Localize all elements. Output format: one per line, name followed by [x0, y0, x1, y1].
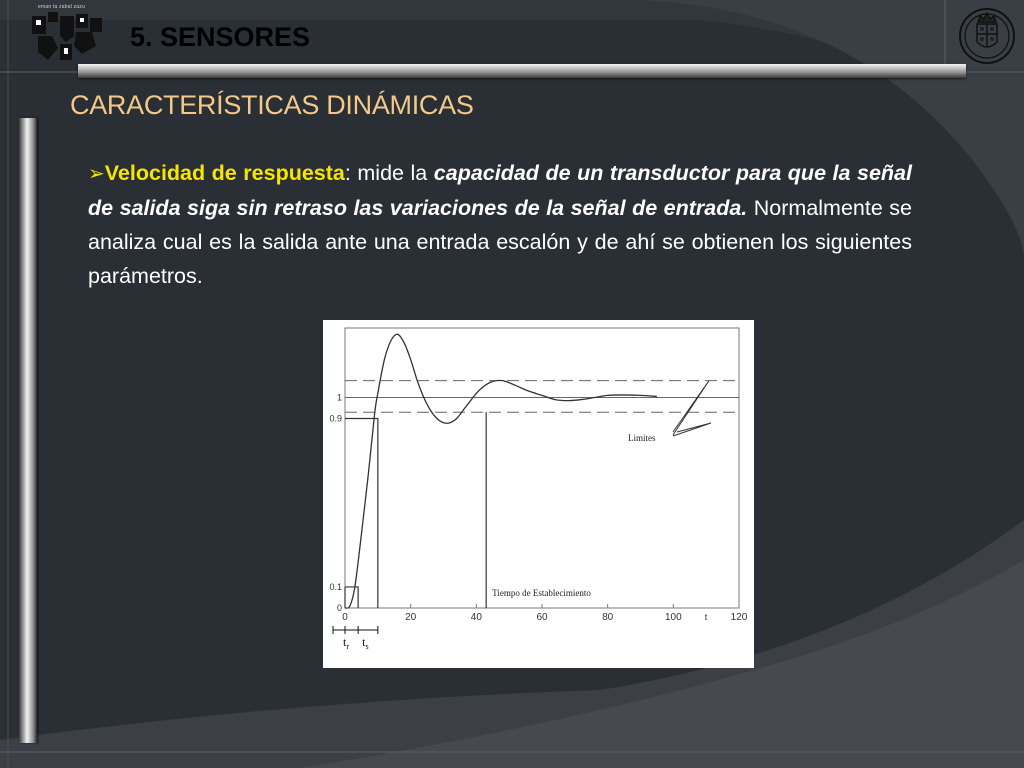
plot-frame [345, 328, 739, 608]
rise-time-sub: r [346, 642, 350, 651]
y-tick-label: 0.9 [329, 413, 342, 424]
limits-arrow-lower [673, 423, 711, 436]
x-tick-label: 120 [730, 612, 748, 623]
rise-time-main: t [343, 635, 347, 649]
emphasized-definition: capacidad de un transductor para que la señal de salida siga sin retraso las variaciones de la señal de entrada. [88, 161, 912, 220]
logo-tagline: eman ta zabal zazu [38, 4, 85, 10]
step-response-plot [323, 320, 754, 668]
x-tick-label: 80 [602, 612, 614, 623]
response-curve [345, 334, 657, 608]
header-divider-bar [78, 64, 966, 78]
lead-colon: : [344, 161, 351, 185]
x-tick-label: 100 [664, 612, 682, 623]
y-tick-labels [329, 392, 342, 613]
rise-high-marker [345, 419, 378, 608]
delay-time-label [362, 635, 368, 651]
rise-low-marker [345, 587, 358, 608]
section-title: 5. SENSORES [130, 22, 311, 52]
x-tick-labels [342, 604, 748, 623]
slide-subtitle: CARACTERÍSTICAS DINÁMICAS [70, 90, 474, 120]
y-tick-label: 1 [336, 392, 342, 403]
rise-time-label [343, 635, 349, 651]
x-tick-label: 0 [342, 612, 348, 623]
limits-arrow-upper [673, 381, 709, 435]
settling-time-label: Tiempo de Establecimiento [492, 588, 591, 598]
limits-label: Limites [628, 433, 656, 443]
step-response-chart [323, 320, 754, 668]
y-tick-label: 0.1 [329, 581, 342, 592]
bullet-arrow-icon: ➢ [88, 163, 105, 185]
text-part-2: Normalmente se analiza cual es la salida ante una entrada escalón y de ahí se obtienen los siguientes parámetros. [88, 196, 912, 288]
x-tick-label: 60 [536, 612, 548, 623]
delay-time-sub: s [365, 642, 369, 651]
left-decorative-bar [19, 118, 37, 743]
x-tick-label: 40 [470, 612, 482, 623]
x-tick-label: 20 [405, 612, 417, 623]
text-part-1: mide la [350, 161, 434, 185]
x-axis-symbol: t [704, 612, 708, 623]
university-logo-icon [30, 2, 104, 64]
university-seal-icon [956, 4, 1018, 66]
body-paragraph [88, 156, 912, 293]
delay-time-main: t [362, 635, 366, 649]
lead-term: Velocidad de respuesta [104, 161, 345, 185]
y-tick-label: 0 [336, 603, 342, 613]
